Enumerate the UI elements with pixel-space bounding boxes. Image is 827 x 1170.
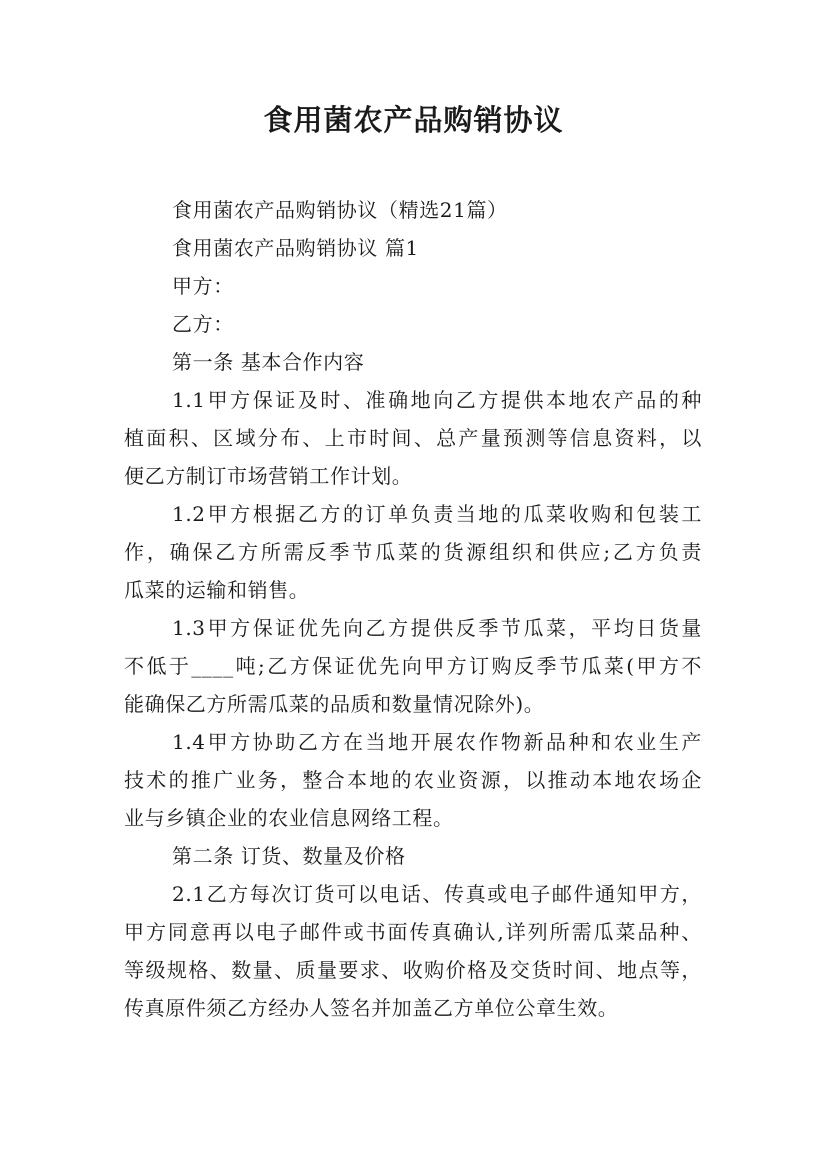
text-line: 技术的推广业务，整合本地的农业资源，以推动本地农场企 [124, 768, 702, 792]
text-line: 1.1甲方保证及时、准确地向乙方提供本地农产品的种 [172, 388, 702, 412]
text-line: 等级规格、数量、质量要求、收购价格及交货时间、地点等， [124, 958, 702, 982]
text-line: 能确保乙方所需瓜菜的品质和数量情况除外)。 [124, 692, 545, 716]
text-line: 2.1乙方每次订货可以电话、传真或电子邮件通知甲方， [172, 882, 702, 906]
text-line: 食用菌农产品购销协议（精选21篇） [172, 198, 508, 222]
text-line: 作，确保乙方所需反季节瓜菜的货源组织和供应;乙方负责 [124, 540, 702, 564]
text-line: 1.2甲方根据乙方的订单负责当地的瓜菜收购和包装工 [172, 502, 702, 526]
text-line: 业与乡镇企业的农业信息网络工程。 [124, 806, 454, 830]
document-body [124, 191, 702, 1027]
text-line: 瓜菜的运输和销售。 [124, 578, 310, 602]
text-line: 便乙方制订市场营销工作计划。 [124, 464, 413, 488]
text-line: 乙方： [172, 312, 234, 336]
text-line: 第二条 订货、数量及价格 [172, 844, 406, 868]
text-line: 不低于____吨;乙方保证优先向甲方订购反季节瓜菜(甲方不 [124, 654, 702, 678]
text-line: 1.3甲方保证优先向乙方提供反季节瓜菜，平均日货量 [172, 616, 702, 640]
document-title: 食用菌农产品购销协议 [263, 103, 564, 137]
text-line: 第一条 基本合作内容 [172, 350, 365, 374]
text-line: 甲方同意再以电子邮件或书面传真确认,详列所需瓜菜品种、 [124, 920, 702, 944]
text-line: 植面积、区域分布、上市时间、总产量预测等信息资料，以 [124, 426, 702, 450]
text-line: 传真原件须乙方经办人签名并加盖乙方单位公章生效。 [124, 996, 619, 1020]
text-line: 食用菌农产品购销协议 篇1 [172, 236, 419, 260]
text-line: 甲方： [172, 274, 234, 298]
text-line: 1.4甲方协助乙方在当地开展农作物新品种和农业生产 [172, 730, 702, 754]
